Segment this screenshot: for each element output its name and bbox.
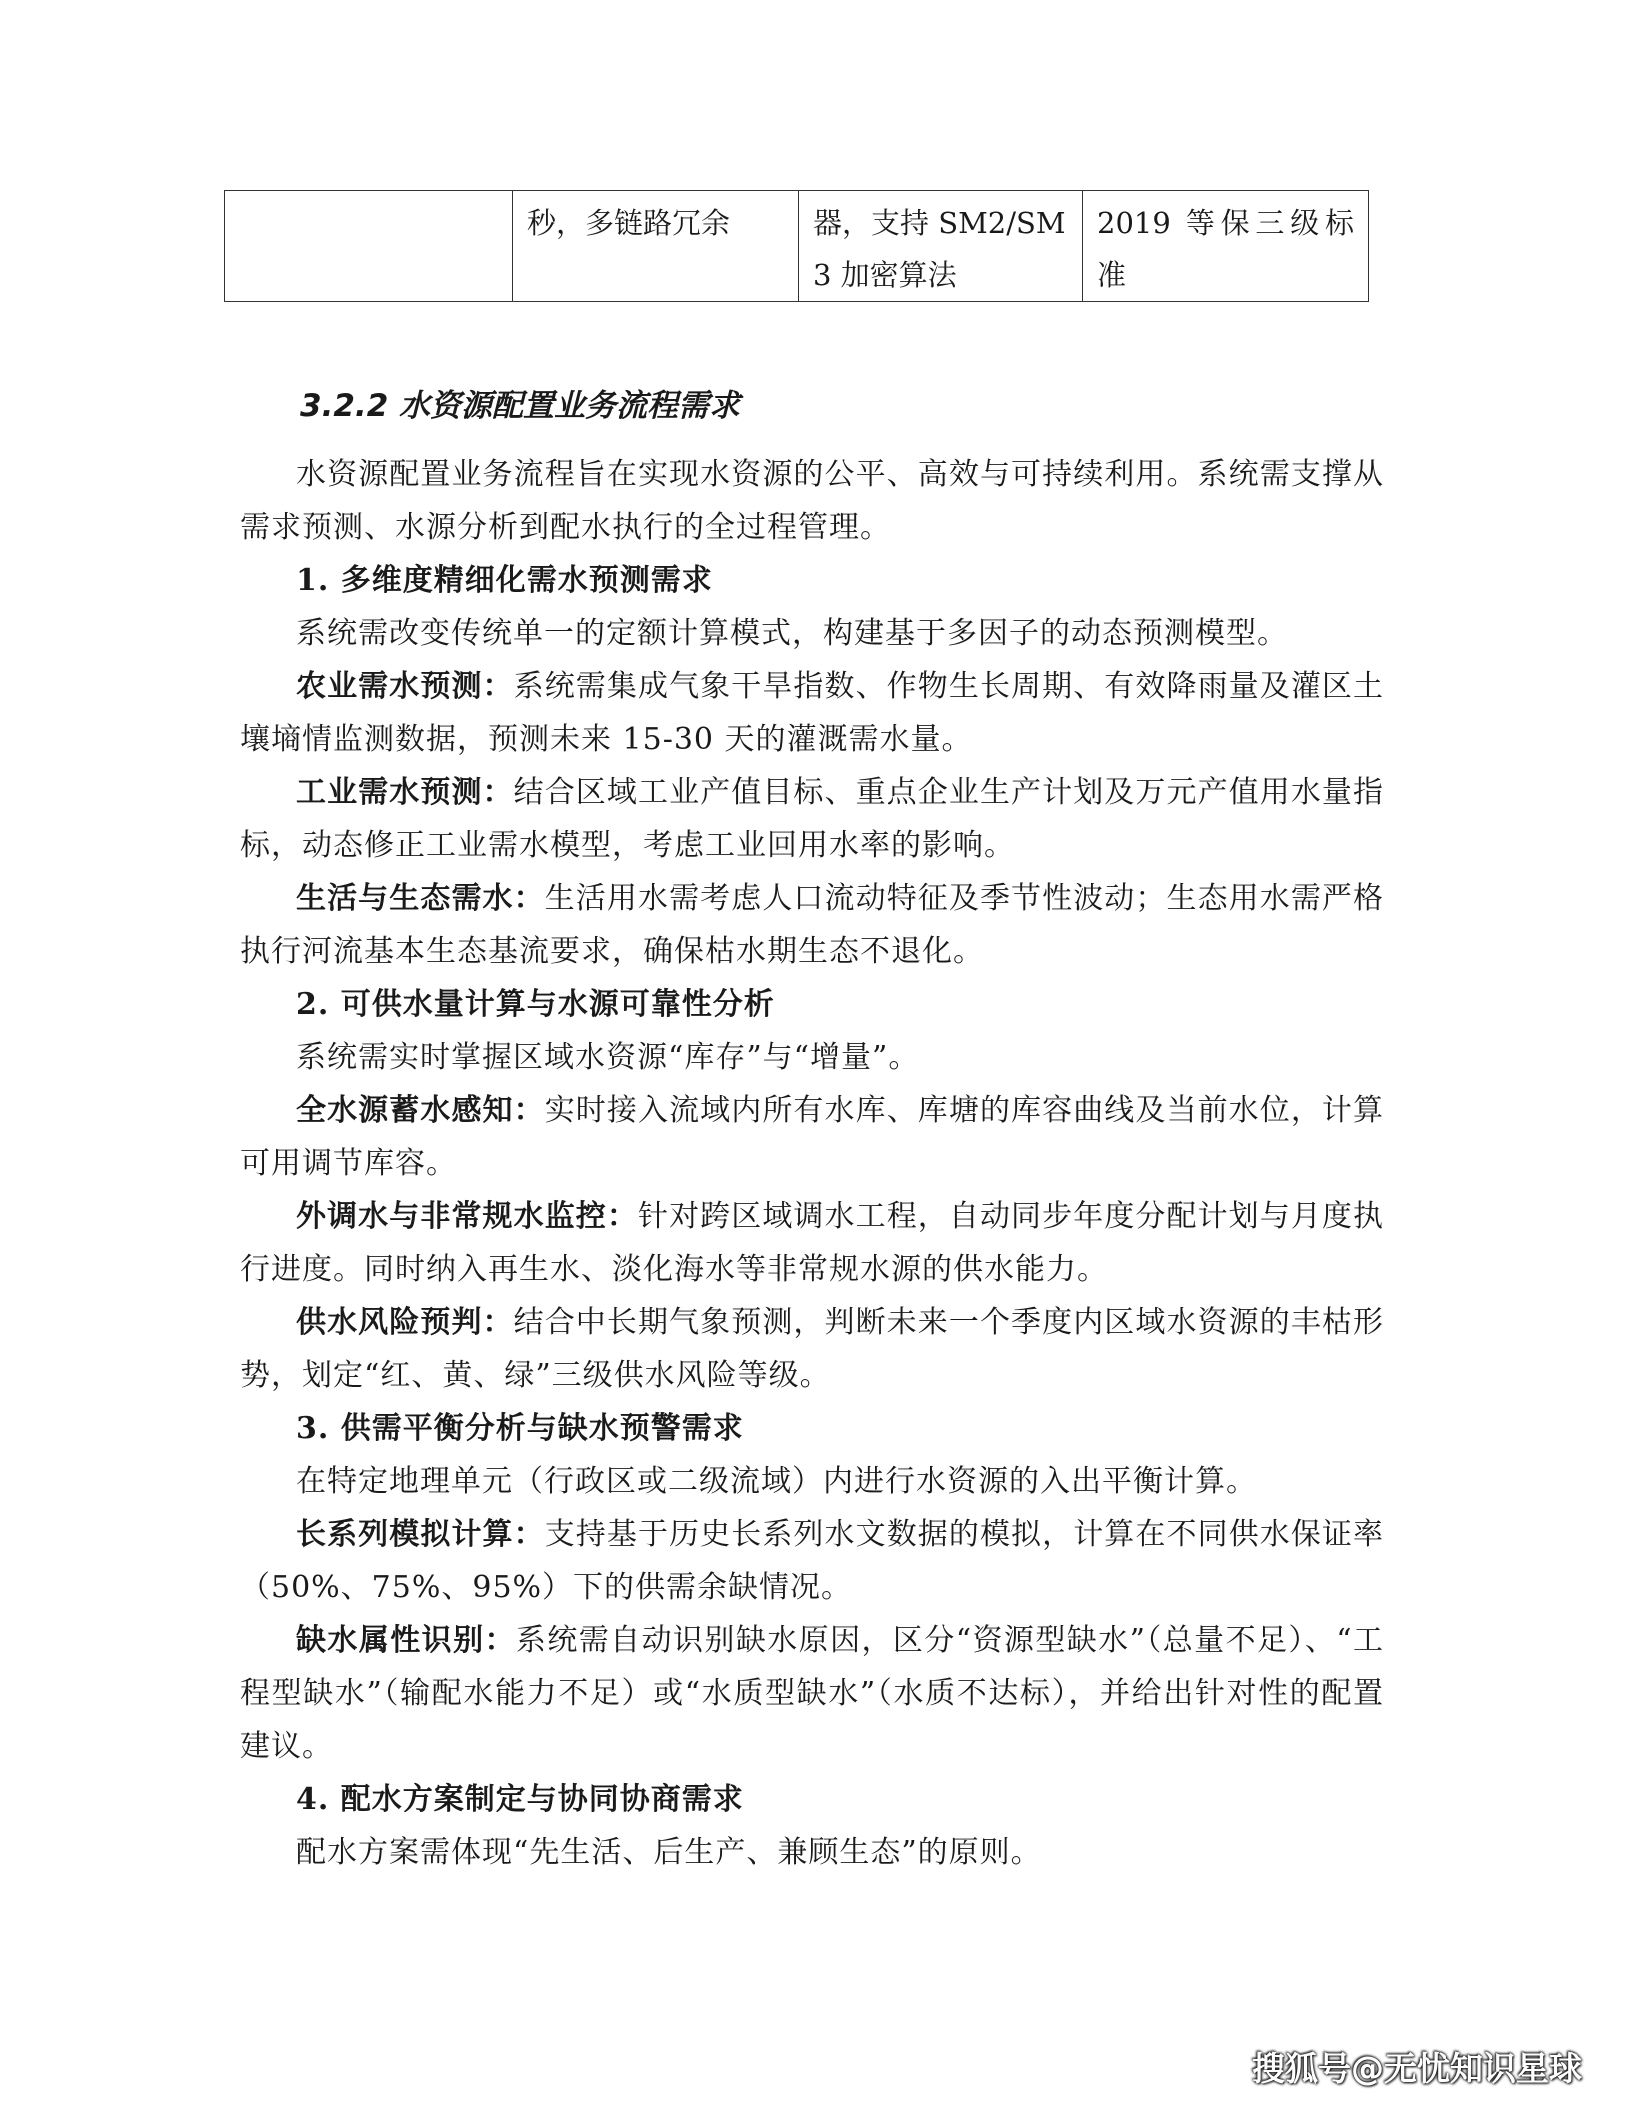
paragraph-label: 供水风险预判：	[296, 1305, 514, 1340]
paragraph-text: 4. 配水方案制定与协同协商需求	[296, 1782, 744, 1817]
table-row	[225, 191, 1369, 302]
paragraph	[240, 1614, 1384, 1773]
paragraph-text: 系统需自动识别缺水原因，区分“资源型缺水”（总量不足）、“工程型缺水”（输配水能力不足）或“水质型缺水”（水质不达标），并给出针对性的配置建议。	[240, 1623, 1385, 1764]
paragraph	[240, 766, 1384, 872]
paragraph	[240, 1455, 1384, 1508]
paragraph	[240, 1031, 1384, 1084]
section-heading: 3.2.2 水资源配置业务流程需求	[300, 388, 741, 424]
paragraph-text: 实时接入流域内所有水库、库塘的库容曲线及当前水位，计算可用调节库容。	[240, 1093, 1385, 1181]
paragraph-label: 外调水与非常规水监控：	[296, 1199, 638, 1234]
paragraph	[240, 660, 1384, 766]
paragraph-text: 2. 可供水量计算与水源可靠性分析	[296, 987, 775, 1022]
paragraph-text: 结合中长期气象预测，判断未来一个季度内区域水资源的丰枯形势，划定“红、黄、绿”三级供水风险等级。	[240, 1305, 1385, 1393]
paragraph-text: 3. 供需平衡分析与缺水预警需求	[296, 1411, 744, 1446]
watermark: 搜狐号@无忧知识星球	[1252, 2049, 1582, 2088]
paragraph-text: 结合区域工业产值目标、重点企业生产计划及万元产值用水量指标，动态修正工业需水模型，考虑工业回用水率的影响。	[240, 775, 1385, 863]
paragraph-text: 生活用水需考虑人口流动特征及季节性波动；生态用水需严格执行河流基本生态基流要求，确保枯水期生态不退化。	[240, 881, 1385, 969]
paragraph-label: 生活与生态需水：	[296, 881, 545, 916]
body-content	[240, 448, 1384, 1879]
paragraph-text: 支持基于历史长系列水文数据的模拟，计算在不同供水保证率（50%、75%、95%）下的供需余缺情况。	[240, 1517, 1385, 1605]
subheading	[240, 1773, 1384, 1826]
paragraph	[240, 448, 1384, 554]
paragraph-text: 配水方案需体现“先生活、后生产、兼顾生态”的原则。	[296, 1835, 1042, 1870]
table-fragment	[224, 190, 1369, 302]
paragraph	[240, 872, 1384, 978]
paragraph	[240, 1508, 1384, 1614]
paragraph-label: 长系列模拟计算：	[296, 1517, 545, 1552]
paragraph-text: 系统需实时掌握区域水资源“库存”与“增量”。	[296, 1040, 920, 1075]
paragraph-label: 工业需水预测：	[296, 775, 514, 810]
paragraph	[240, 1190, 1384, 1296]
paragraph-text: 系统需集成气象干旱指数、作物生长周期、有效降雨量及灌区土壤墒情监测数据，预测未来 15-30 天的灌溉需水量。	[240, 669, 1385, 757]
paragraph	[240, 1084, 1384, 1190]
paragraph-text: 系统需改变传统单一的定额计算模式，构建基于多因子的动态预测模型。	[296, 616, 1288, 651]
paragraph-label: 全水源蓄水感知：	[296, 1093, 545, 1128]
paragraph-text: 针对跨区域调水工程，自动同步年度分配计划与月度执行进度。同时纳入再生水、淡化海水等非常规水源的供水能力。	[240, 1199, 1385, 1287]
paragraph	[240, 607, 1384, 660]
paragraph	[240, 1826, 1384, 1879]
subheading	[240, 554, 1384, 607]
table-cell-1	[225, 191, 513, 302]
paragraph-text: 水资源配置业务流程旨在实现水资源的公平、高效与可持续利用。系统需支撑从需求预测、水源分析到配水执行的全过程管理。	[240, 457, 1384, 545]
paragraph	[240, 1296, 1384, 1402]
subheading	[240, 978, 1384, 1031]
paragraph-text: 在特定地理单元（行政区或二级流域）内进行水资源的入出平衡计算。	[296, 1464, 1257, 1499]
table-cell-4: 2019 等保三级标准	[1083, 191, 1369, 302]
subheading	[240, 1402, 1384, 1455]
table-cell-3: 器，支持 SM2/SM3 加密算法	[799, 191, 1083, 302]
table-cell-2: 秒，多链路冗余	[513, 191, 799, 302]
paragraph-text: 1. 多维度精细化需水预测需求	[296, 563, 713, 598]
paragraph-label: 缺水属性识别：	[296, 1623, 516, 1658]
paragraph-label: 农业需水预测：	[296, 669, 514, 704]
